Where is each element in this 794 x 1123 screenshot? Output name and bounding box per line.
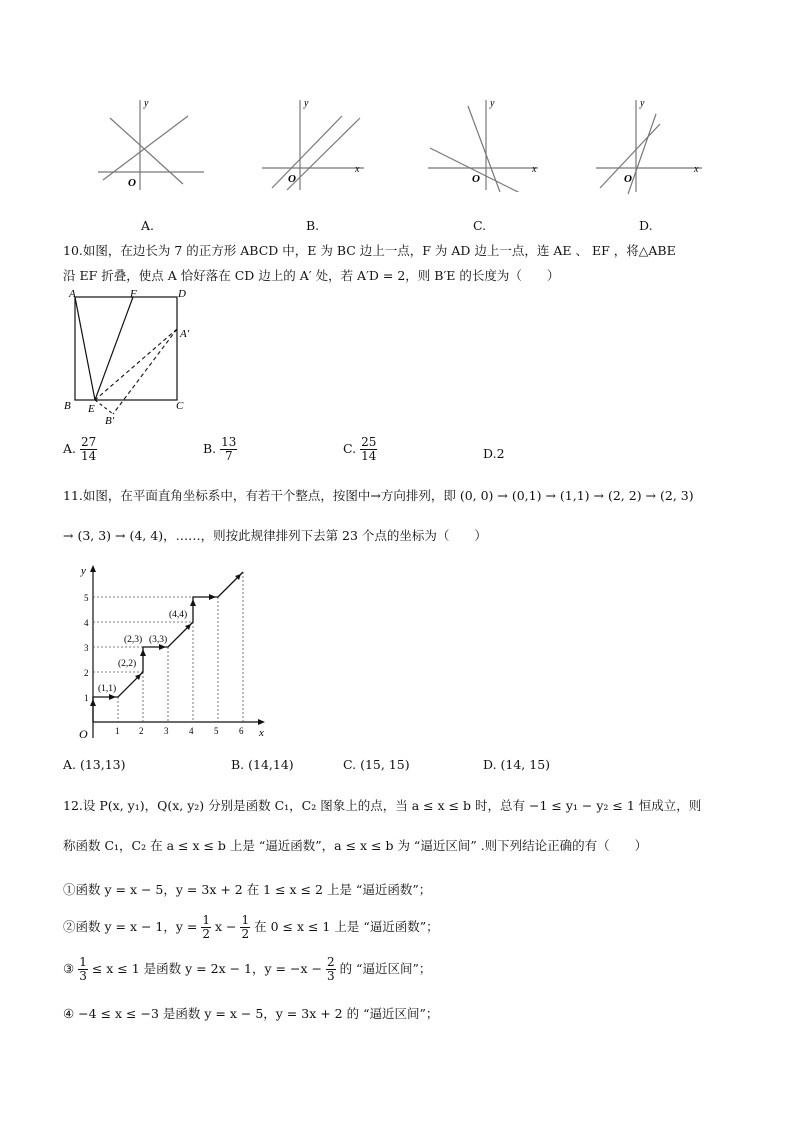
x-tick: 6 [239, 726, 244, 736]
point-label: (3,3) [149, 635, 168, 645]
q10-text-line1: 10.如图，在边长为 7 的正方形 ABCD 中，E 为 BC 边上一点，F 为 AD 边上一点，连 AE 、 EF ，将△ABE [63, 243, 676, 258]
q11-option-d: D. (14, 15) [483, 757, 551, 772]
y-tick: 1 [84, 693, 89, 703]
q10-option-c: C. $\frac{25}{14}$ [343, 435, 377, 463]
q9-option-a: A. [141, 218, 155, 233]
label-a: A [69, 288, 76, 300]
x-tick: 3 [164, 726, 169, 736]
point-label: (4,4) [169, 610, 188, 620]
y-axis-label: y [81, 565, 86, 577]
q11-figure [65, 560, 270, 745]
y-axis-label: y [304, 98, 309, 109]
x-axis-label: x [694, 164, 699, 175]
x-axis-label: x [532, 164, 537, 175]
q11-option-c: C. (15, 15) [343, 757, 410, 772]
y-tick: 5 [84, 593, 89, 603]
x-tick: 4 [189, 726, 194, 736]
q12-statement-1: ①函数 y = x − 5，y = 3x + 2 在 1 ≤ x ≤ 2 上是 “逼近函数”； [63, 882, 432, 897]
q9-graph-c [428, 96, 548, 192]
y-tick: 3 [84, 643, 89, 653]
y-tick: 4 [84, 618, 89, 628]
q12-statement-2: ②函数 y = x − 1，y = $\frac{1}{2}$ x − $\frac{1}{2}$ 在 0 ≤ x ≤ 1 上是 “逼近函数”； [63, 913, 439, 941]
label-a-prime: A′ [180, 328, 190, 340]
label-b: B [64, 400, 71, 412]
origin-label: O [288, 173, 296, 185]
q9-graph-a [98, 96, 208, 192]
x-tick: 2 [139, 726, 144, 736]
q10-text-line2: 沿 EF 折叠，使点 A 恰好落在 CD 边上的 A′ 处，若 A′D = 2，则 B′E 的长度为（ ） [63, 268, 560, 283]
q11-text-line2: → (3, 3) → (4, 4)，……，则按此规律排列下去第 23 个点的坐标为（ ） [63, 528, 487, 543]
label-f: F [130, 288, 137, 300]
q9-graph-b [262, 96, 372, 192]
q9-option-b: B. [306, 218, 320, 233]
x-axis-label: x [355, 164, 360, 175]
label-c: C [176, 400, 184, 412]
q10-figure [60, 286, 200, 426]
q12-line1: 12.设 P(x, y₁)，Q(x, y₂) 分别是函数 C₁，C₂ 图象上的点，当 a ≤ x ≤ b 时，总有 −1 ≤ y₁ − y₂ ≤ 1 恒成立，则 [63, 798, 702, 813]
label-d: D [178, 288, 186, 300]
y-axis-label: y [640, 98, 645, 109]
point-label: (2,3) [124, 635, 143, 645]
y-axis-label: y [144, 98, 149, 109]
x-tick: 1 [115, 726, 120, 736]
point-label: (2,2) [118, 659, 137, 669]
origin-label: O [472, 173, 480, 185]
y-tick: 2 [84, 668, 89, 678]
q9-graph-d [596, 96, 706, 196]
q12-statement-4: ④ −4 ≤ x ≤ −3 是函数 y = x − 5，y = 3x + 2 的 “逼近区间”； [63, 1006, 439, 1021]
q12-statement-3: ③ $\frac{1}{3}$ ≤ x ≤ 1 是函数 y = 2x − 1，y = −x − $\frac{2}{3}$ 的 “逼近区间”； [63, 955, 432, 983]
q11-text-line1: 11.如图，在平面直角坐标系中，有若干个整点，按图中→方向排列，即 (0, 0) → (0,1) → (1,1) → (2, 2) → (2, 3) [63, 488, 694, 503]
y-axis-label: y [490, 98, 495, 109]
x-tick: 5 [214, 726, 219, 736]
q11-option-a: A. (13,13) [63, 757, 126, 772]
q9-option-c: C. [473, 218, 487, 233]
origin-label: O [128, 177, 136, 189]
q9-option-d: D. [639, 218, 653, 233]
q10-option-a: A. $\frac{27}{14}$ [63, 435, 97, 463]
q10-option-d: D.2 [483, 446, 505, 461]
label-e: E [88, 403, 95, 415]
q11-option-b: B. (14,14) [231, 757, 294, 772]
x-axis-label: x [259, 727, 264, 739]
q10-option-b: B. $\frac{13}{7}$ [203, 435, 237, 463]
origin-label: O [79, 727, 88, 741]
q12-line2: 称函数 C₁，C₂ 在 a ≤ x ≤ b 上是 “逼近函数”，a ≤ x ≤ b 为 “逼近区间” .则下列结论正确的有（ ） [63, 838, 648, 853]
origin-label: O [624, 173, 632, 185]
label-b-prime: B′ [105, 415, 115, 426]
point-label: (1,1) [98, 684, 117, 694]
